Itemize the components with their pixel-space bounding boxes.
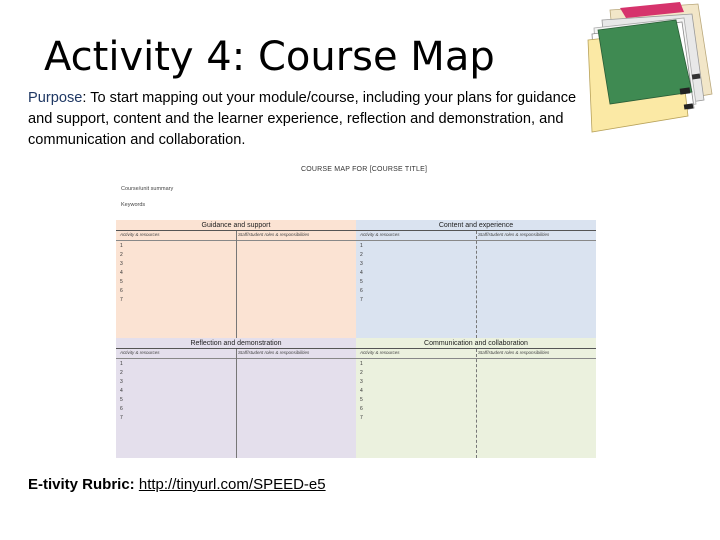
folder-stack-image [580, 0, 720, 135]
row-numbers: 1 2 3 4 5 6 7 [120, 361, 123, 421]
course-map-title: COURSE MAP FOR [COURSE TITLE] [301, 166, 428, 173]
column-header: Activity & resources [120, 350, 160, 355]
keywords-label: Keywords [121, 202, 146, 208]
rubric-line [28, 476, 326, 493]
folder-stack-icon [588, 2, 712, 132]
quadrant-guidance-support [116, 220, 356, 338]
column-header: Staff/student roles & responsibilities [238, 350, 310, 355]
purpose-text: : To start mapping out your module/course, including your plans for guidance and support, content and the learner experience, reflection and demonstration, and communication and collaboration. [28, 90, 577, 148]
course-summary-label: Course/unit summary [121, 186, 174, 192]
column-header: Activity & resources [360, 232, 400, 237]
column-header: Activity & resources [360, 350, 400, 355]
quadrant-reflection-demonstration [116, 338, 356, 458]
rubric-link[interactable]: http://tinyurl.com/SPEED-e5 [138, 476, 326, 493]
column-header: Staff/student roles & responsibilities [238, 232, 310, 237]
row-numbers: 1 2 3 4 5 6 7 [360, 361, 363, 421]
purpose-label: Purpose [28, 90, 83, 106]
quadrant-title: Guidance and support [116, 222, 356, 231]
row-numbers: 1 2 3 4 5 6 7 [360, 243, 363, 303]
column-header: Staff/student roles & responsibilities [478, 350, 550, 355]
slide-title: Activity 4: Course Map [44, 34, 495, 80]
purpose-paragraph [28, 88, 588, 151]
row-numbers: 1 2 3 4 5 6 7 [120, 243, 123, 303]
quadrant-title: Content and experience [356, 222, 596, 231]
quadrant-communication-collaboration [356, 338, 596, 458]
quadrant-title: Communication and collaboration [356, 340, 596, 349]
column-header: Staff/student roles & responsibilities [478, 232, 550, 237]
quadrant-content-experience [356, 220, 596, 338]
column-header: Activity & resources [120, 232, 160, 237]
rubric-label: E-tivity Rubric: [28, 476, 135, 493]
course-map-image [116, 162, 596, 458]
quadrant-title: Reflection and demonstration [116, 340, 356, 349]
